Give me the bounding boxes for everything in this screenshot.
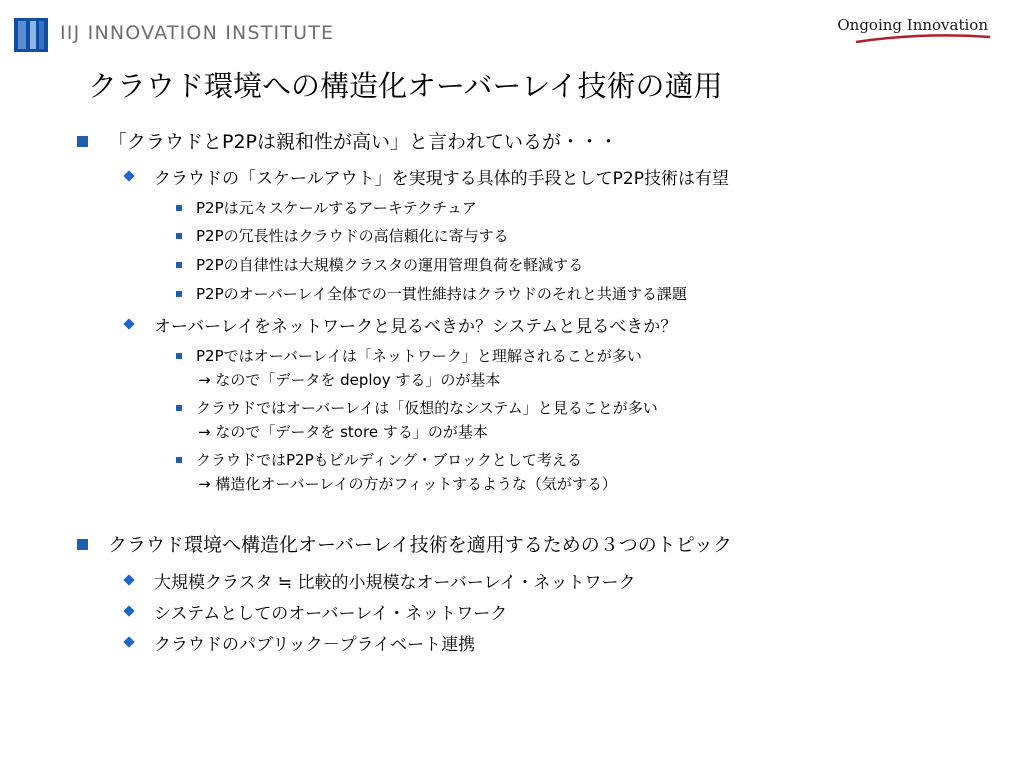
detail-item: P2Pのオーバーレイ全体での一貫性維持はクラウドのそれと共通する課題	[196, 285, 687, 303]
bullet-diamond-icon	[123, 605, 134, 616]
detail-item: クラウドではオーバーレイは「仮想的なシステム」と見ることが多い	[196, 399, 658, 417]
org-name: IIJ INNOVATION INSTITUTE	[60, 22, 335, 44]
detail-item-note: → なので「データを store する」のが基本	[198, 423, 488, 441]
subpoint: クラウドのパブリック－プライベート連携	[154, 635, 476, 655]
bullet-diamond-icon	[123, 574, 134, 585]
subpoint: システムとしてのオーバーレイ・ネットワーク	[154, 604, 508, 624]
subpoint: クラウドの「スケールアウト」を実現する具体的手段としてP2P技術は有望	[154, 169, 729, 189]
bullet-small-square-icon	[176, 457, 182, 463]
slide-title: クラウド環境への構造化オーバーレイ技術の適用	[88, 69, 723, 103]
bullet-small-square-icon	[176, 291, 182, 297]
detail-item: クラウドではP2Pもビルディング・ブロックとして考える	[196, 451, 582, 469]
detail-item-note: → 構造化オーバーレイの方がフィットするような（気がする）	[198, 475, 617, 493]
detail-item-note: → なので「データを deploy する」のが基本	[198, 371, 501, 389]
subpoint: オーバーレイをネットワークと見るべきか？システムと見るべきか？	[154, 317, 678, 337]
detail-item: P2Pの冗長性はクラウドの高信頼化に寄与する	[196, 227, 509, 245]
bullet-small-square-icon	[176, 405, 182, 411]
bullet-square-icon	[77, 539, 88, 550]
section-heading: 「クラウドとP2Pは親和性が高い」と言われているが・・・	[108, 131, 619, 153]
bullet-small-square-icon	[176, 233, 182, 239]
bullet-small-square-icon	[176, 205, 182, 211]
bullet-small-square-icon	[176, 353, 182, 359]
detail-item: P2Pは元々スケールするアーキテクチュア	[196, 199, 477, 217]
bullet-diamond-icon	[123, 170, 134, 181]
tagline-logo: Ongoing Innovation	[837, 16, 988, 34]
section-heading: クラウド環境へ構造化オーバーレイ技術を適用するための３つのトピック	[108, 534, 732, 556]
bullet-small-square-icon	[176, 262, 182, 268]
bullet-diamond-icon	[123, 636, 134, 647]
bullet-diamond-icon	[123, 318, 134, 329]
subpoint: 大規模クラスタ ≒ 比較的小規模なオーバーレイ・ネットワーク	[154, 573, 636, 593]
detail-item: P2Pではオーバーレイは「ネットワーク」と理解されることが多い	[196, 347, 642, 365]
detail-item: P2Pの自律性は大規模クラスタの運用管理負荷を軽減する	[196, 256, 584, 274]
bullet-square-icon	[77, 136, 88, 147]
